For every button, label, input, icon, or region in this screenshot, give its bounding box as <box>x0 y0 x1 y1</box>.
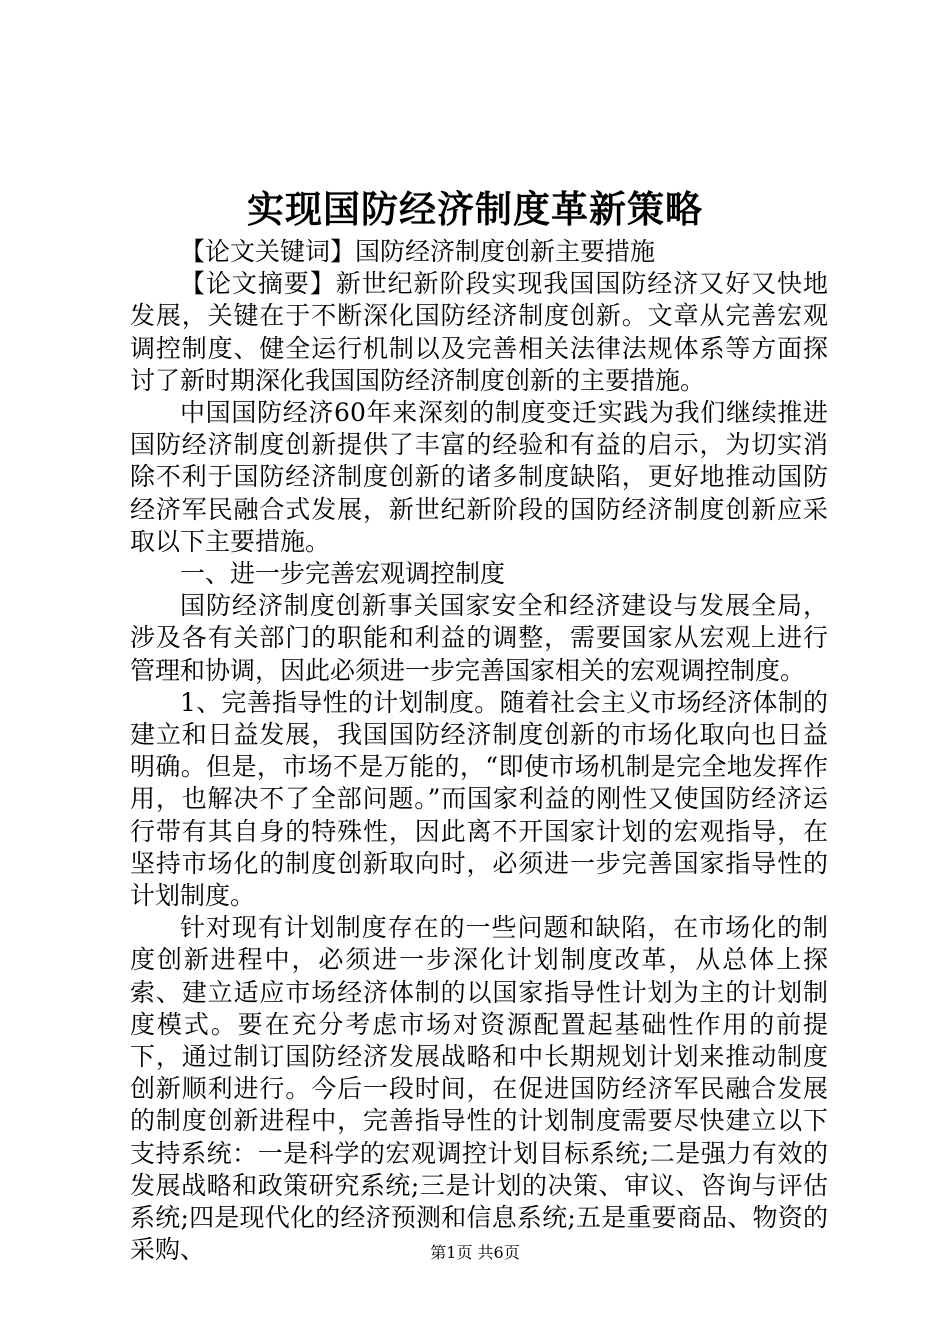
page-number-footer: 第1页 共6页 <box>430 1243 520 1262</box>
abstract-paragraph: 【论文摘要】新世纪新阶段实现我国国防经济又好又快地发展，关键在于不断深化国防经济制度创新。文章从完善宏观调控制度、健全运行机制以及完善相关法律法规体系等方面探讨了新时期深化我国国防经济制度创新的主要措施。 <box>130 269 828 395</box>
body-paragraph: 国防经济制度创新事关国家安全和经济建设与发展全局，涉及各有关部门的职能和利益的调整，需要国家从宏观上进行管理和协调，因此必须进一步完善国家相关的宏观调控制度。 <box>130 591 828 685</box>
section-heading: 一、进一步完善宏观调控制度 <box>180 559 506 589</box>
keywords-paragraph: 【论文关键词】国防经济制度创新主要措施 <box>180 237 656 266</box>
body-paragraph: 中国国防经济60年来深刻的制度变迁实践为我们继续推进国防经济制度创新提供了丰富的经验和有益的启示，为切实消除不利于国防经济制度创新的诸多制度缺陷，更好地推动国防经济军民融合式发展，新世纪新阶段的国防经济制度创新应采取以下主要措施。 <box>130 398 828 556</box>
body-paragraph: 针对现有计划制度存在的一些问题和缺陷，在市场化的制度创新进程中，必须进一步深化计划制度改革，从总体上探索、建立适应市场经济体制的以国家指导性计划为主的计划制度模式。要在充分考虑市场对资源配置起基础性作用的前提下，通过制订国防经济发展战略和中长期规划计划来推动制度创新顺利进行。今后一段时间，在促进国防经济军民融合发展的制度创新进程中，完善指导性的计划制度需要尽快建立以下支持系统：一是科学的宏观调控计划目标系统;二是强力有效的发展战略和政策研究系统;三是计划的决策、审议、咨询与评估系统;四是现代化的经济预测和信息系统;五是重要商品、物资的采购、 <box>130 913 828 1265</box>
document-title: 实现国防经济制度革新策略 <box>247 187 703 231</box>
body-paragraph: 1、完善指导性的计划制度。随着社会主义市场经济体制的建立和日益发展，我国国防经济制度创新的市场化取向也日益明确。但是，市场不是万能的，“即使市场机制是完全地发挥作用，也解决不了全部问题。”而国家利益的刚性又使国防经济运行带有其自身的特殊性，因此离不开国家计划的宏观指导，在坚持市场化的制度创新取向时，必须进一步完善国家指导性的计划制度。 <box>130 687 828 911</box>
document-body <box>130 236 828 1267</box>
